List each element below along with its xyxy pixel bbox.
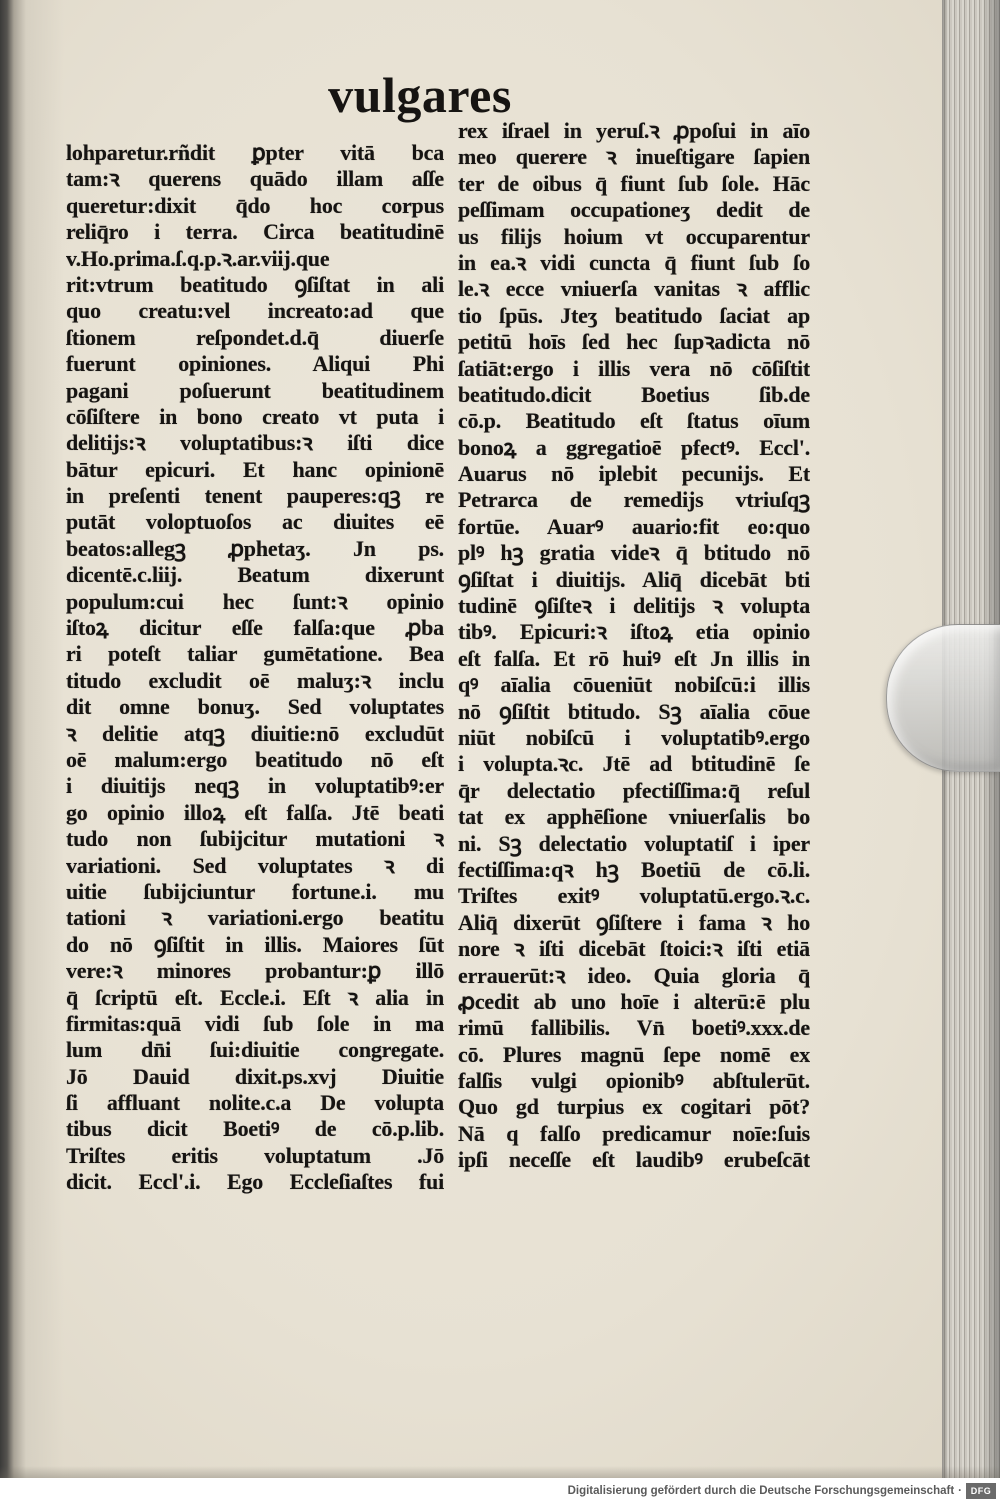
text-line: falſis vulgi opionibꝰ abſtulerūt. [458,1068,810,1094]
text-line: Jō Dauid dixit.ps.xvj Diuitie [66,1063,444,1089]
text-line: fuerunt opiniones. Aliqui Phi [66,351,444,377]
text-line: oē malum:ergo beatitudo nō eſt [66,746,444,772]
text-line: tudo non ſubijcitur mutationi ꝛ [66,826,444,852]
text-line: dicentē.c.liij. Beatum dixerunt [66,562,444,588]
text-line: bonoꝝ a ggregatioē pfectꝰ. Eccl'. [458,434,810,460]
text-line: beatos:allegꝫ ꝓphetaʒ. Jn ps. [66,535,444,561]
footer-credit [568,1483,996,1499]
text-line: ri poteſt taliar gumētatione. Bea [66,641,444,667]
text-line: peſſimam occupationeʒ dedit de [458,197,810,223]
footer-separator: · [958,1485,962,1497]
text-line: Quo gd turpius ex cogitari pōt? [458,1094,810,1120]
page-holder-clip [886,624,1000,772]
text-line: ꝓcedit ab uno hoīe i alterū:ē plu [458,988,810,1014]
text-line: firmitas:quā vidi ſub ſole in ma [66,1010,444,1036]
text-line: dit omne bonuʒ. Sed voluptates [66,694,444,720]
text-line: i diuitijs neqꝫ in voluptatibꝰ:er [66,773,444,799]
text-line: qꝰ aīalia cōueniūt nobiſcū:i illis [458,672,810,698]
digitization-footer [0,1478,1000,1504]
text-line: iſtoꝝ dicitur eſſe falſa:que ꝓba [66,615,444,641]
text-line: eſt falſa. Et rō huiꝰ eſt Jn illis in [458,645,810,671]
text-line: ſtionem reſpondet.d.q̄ diuerſe [66,324,444,350]
text-line: variationi. Sed voluptates ꝛ di [66,852,444,878]
text-line: quo creatu:vel increato:ad que [66,298,444,324]
text-line: fectiſſima:qꝛ hꝫ Boetiū de cō.li. [458,856,810,882]
text-line: Nā q falſo predicamur noīe:ſuis [458,1120,810,1146]
text-line: beatitudo.dicit Boetius ſib.de [458,381,810,407]
text-line: Aliq̄ dixerūt ꝯſiſtere i fama ꝛ ho [458,909,810,935]
text-line: cōſiſtere in bono creato vt puta i [66,403,444,429]
text-line: errauerūt:ꝛ ideo. Quia gloria q̄ [458,962,810,988]
text-line: ipſi neceſſe eſt laudibꝰ erubeſcāt [458,1147,810,1173]
text-line: ꝯſiſtat i diuitijs. Aliq̄ dicebāt bti [458,566,810,592]
text-line: Triſtes eritis voluptatum .Jō [66,1142,444,1168]
text-line: meo querere ꝛ inueſtigare ſapien [458,144,810,170]
text-line: tio ſpūs. Jteʒ beatitudo ſaciat ap [458,302,810,328]
text-line: nore ꝛ iſti dicebāt ſtoici:ꝛ iſti etiā [458,936,810,962]
text-line: putāt voloptuoſos ac diuites eē [66,509,444,535]
text-line: dicit. Eccl'.i. Ego Eccleſiaſtes fui [66,1169,444,1195]
text-line: titudo excludit oē maluʒ:ꝛ inclu [66,667,444,693]
text-line: lohparetur.rñdit ꝑpter vitā bca [66,140,444,165]
dfg-logo-icon: DFG [966,1483,996,1499]
text-line: rit:vtrum beatitudo ꝯſiſtat in ali [66,271,444,297]
text-line: petitū hoīs ſed hec ſupꝛadicta nō [458,329,810,355]
text-line: Petrarca de remedijs vtriuſqꝫ [458,487,810,513]
text-line: plꝰ hꝫ gratia videꝛ q̄ btitudo nō [458,540,810,566]
text-line: ſatiāt:ergo i illis vera nō cōſiſtit [458,355,810,381]
text-line: us filijs hoium vt occuparentur [458,223,810,249]
text-line: v.Ho.prima.ſ.q.p.ꝛ.ar.viij.que [66,245,330,271]
text-line: i volupta.ꝛc. Jtē ad btitudinē ſe [458,751,810,777]
binding-gutter [0,0,64,1478]
text-line: in preſenti tenent pauperes:qꝫ re [66,483,444,509]
funding-credit-text: Digitalisierung gefördert durch die Deutsche Forschungsgemeinschaft [567,1485,955,1497]
text-line: cō.p. Beatitudo eſt ſtatus oīum [458,408,810,434]
text-line: go opinio illoꝝ eſt falſa. Jtē beati [66,799,444,825]
text-line: nō ꝯſiſtit btitudo. Sꝫ aīalia cōue [458,698,810,724]
text-line: in ea.ꝛ vidi cuncta q̄ fiunt ſub ſo [458,249,810,275]
text-line: Auarus nō iplebit pecunijs. Et [458,461,810,487]
text-line: cō. Plures magnū ſepe nomē ex [458,1041,810,1067]
text-line: pagani poſuerunt beatitudinem [66,377,444,403]
text-line: reliq̄ro i terra. Circa beatitudinē [66,219,444,245]
text-line: lum dn̄i ſui:diuitie congregate. [66,1037,444,1063]
text-line: ꝛ delitie atqꝫ diuitie:nō excludūt [66,720,444,746]
text-line: tat ex apphēſione vniuerſalis bo [458,804,810,830]
text-line: ni. Sꝫ delectatio voluptatiſ i iper [458,830,810,856]
text-line: ter de oibus q̄ fiunt ſub ſole. Hāc [458,170,810,196]
page-bottom-edge [0,1466,1000,1478]
text-line: bātur epicuri. Et hanc opinionē [66,456,444,482]
text-line: le.ꝛ ecce vniuerſa vanitas ꝛ afflic [458,276,810,302]
text-line: ſi affluant nolite.c.a De volupta [66,1090,444,1116]
text-line: rex iſrael in yeruſ.ꝛ ꝓpoſui in aīo [458,118,810,143]
text-line: uitie ſubijciuntur fortune.i. mu [66,878,444,904]
text-line: Triſtes exitꝰ voluptatū.ergo.ꝛ.c. [458,883,810,909]
text-line: tibꝰ. Epicuri:ꝛ iſtoꝝ etia opinio [458,619,810,645]
text-line: q̄r delectatio pfectiſſima:q̄ reſul [458,777,810,803]
text-line: do nō ꝯſiſtit in illis. Maiores ſūt [66,931,444,957]
text-line: rimū fallibilis. Vn̄ boetiꝰ.xxx.de [458,1015,810,1041]
text-line: fortūe. Auarꝰ auario:fit eo:quo [458,513,810,539]
text-line: tudinē ꝯſiſteꝛ i delitijs ꝛ volupta [458,593,810,619]
text-line: niūt nobiſcū i voluptatibꝰ.ergo [458,724,810,750]
text-line: populum:cui hec ſunt:ꝛ opinio [66,588,444,614]
left-text-column [66,140,444,1196]
text-line: tam:ꝛ querens quādo illam aſſe [66,166,444,192]
text-line: delitijs:ꝛ voluptatibus:ꝛ iſti dice [66,430,444,456]
text-line: q̄ ſcriptū eſt. Eccle.i. Eſt ꝛ alia in [66,984,444,1010]
right-text-column [458,118,810,1174]
text-line: queretur:dixit q̄do hoc corpus [66,192,444,218]
text-line: tibus dicit Boetiꝰ de cō.p.lib. [66,1116,444,1142]
running-head: vulgares [328,67,512,123]
text-line: tationi ꝛ variationi.ergo beatitu [66,905,444,931]
text-line: vere:ꝛ minores probantur:ꝑ illō [66,958,444,984]
